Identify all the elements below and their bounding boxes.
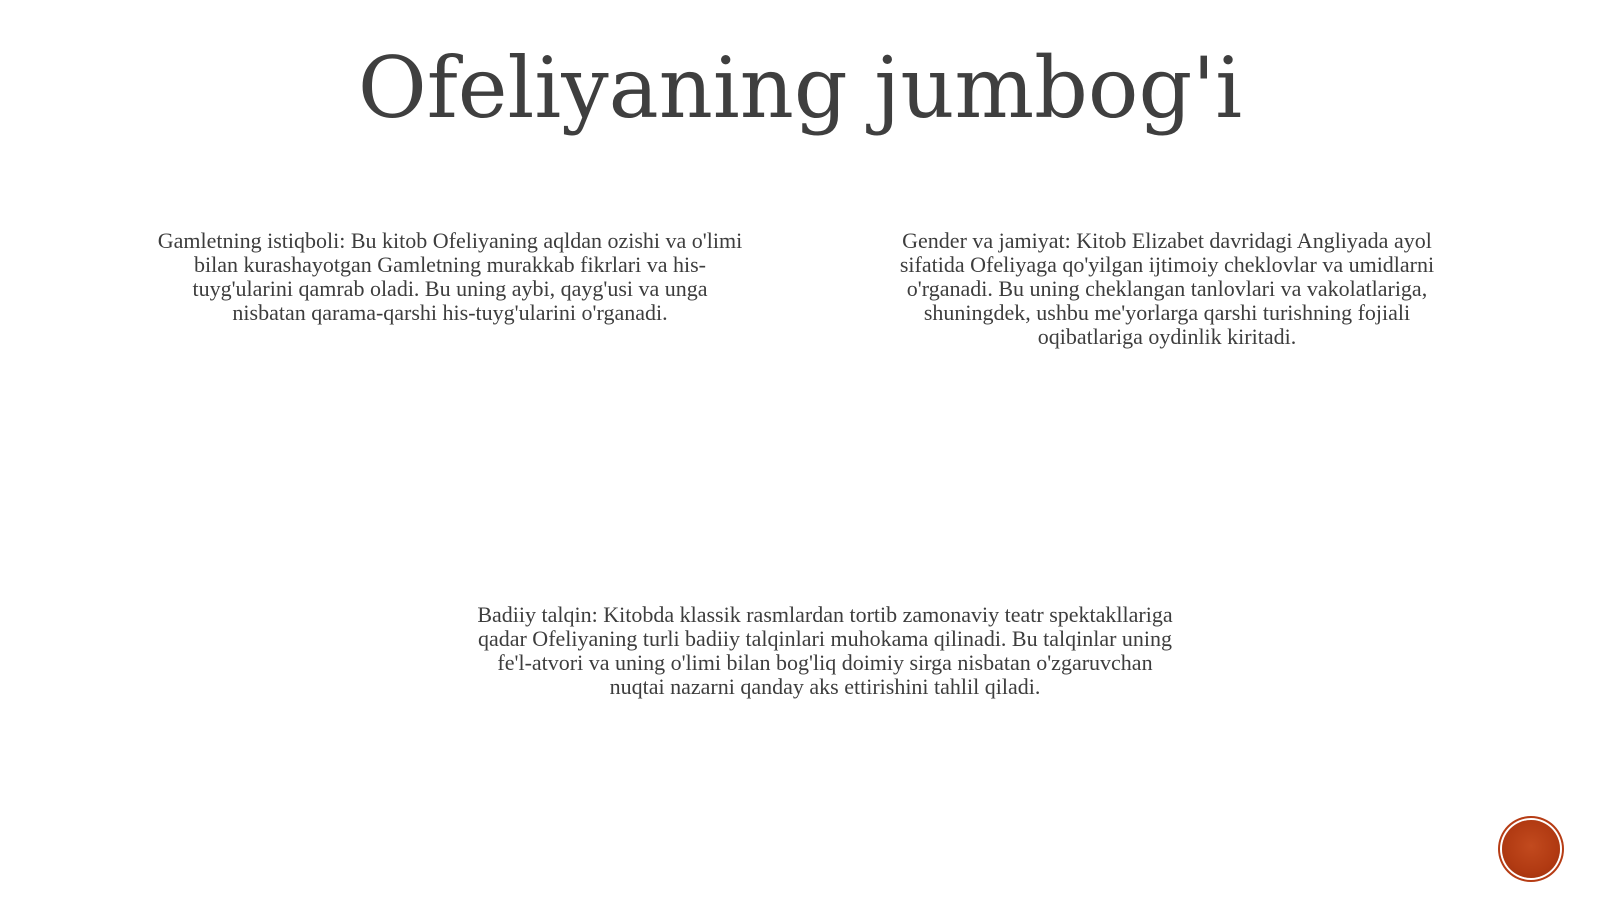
text-block-gamlet-perspective: Gamletning istiqboli: Bu kitob Ofeliyaning aqldan ozishi va o'limi bilan kurashayotgan Gamletning murakkab fikrlari va his-tuyg'ularini qamrab oladi. Bu uning aybi, qayg'usi va unga nisbatan qarama-qarshi his-tuyg'ularini o'rganadi. <box>157 228 743 325</box>
slide-title: Ofeliyaning jumbog'i <box>357 39 1243 137</box>
text-block-gender-society: Gender va jamiyat: Kitob Elizabet davridagi Angliyada ayol sifatida Ofeliyaga qo'yilgan ijtimoiy cheklovlar va umidlarni o'rganadi. Bu uning cheklangan tanlovlari va vakolatlariga, shuningdek, ushbu me'yorlarga qarshi turishning fojiali oqibatlariga oydinlik kiritadi. <box>899 228 1435 349</box>
text-block-artistic-interpretation: Badiiy talqin: Kitobda klassik rasmlardan tortib zamonaviy teatr spektakllariga qadar Ofeliyaning turli badiiy talqinlari muhokama qilinadi. Bu talqinlar uning fe'l-atvori va uning o'limi bilan bog'liq doimiy sirga nisbatan o'zgaruvchan nuqtai nazarni qanday aks ettirishini tahlil qiladi. <box>477 602 1173 699</box>
circle-button-icon[interactable] <box>1502 820 1560 878</box>
